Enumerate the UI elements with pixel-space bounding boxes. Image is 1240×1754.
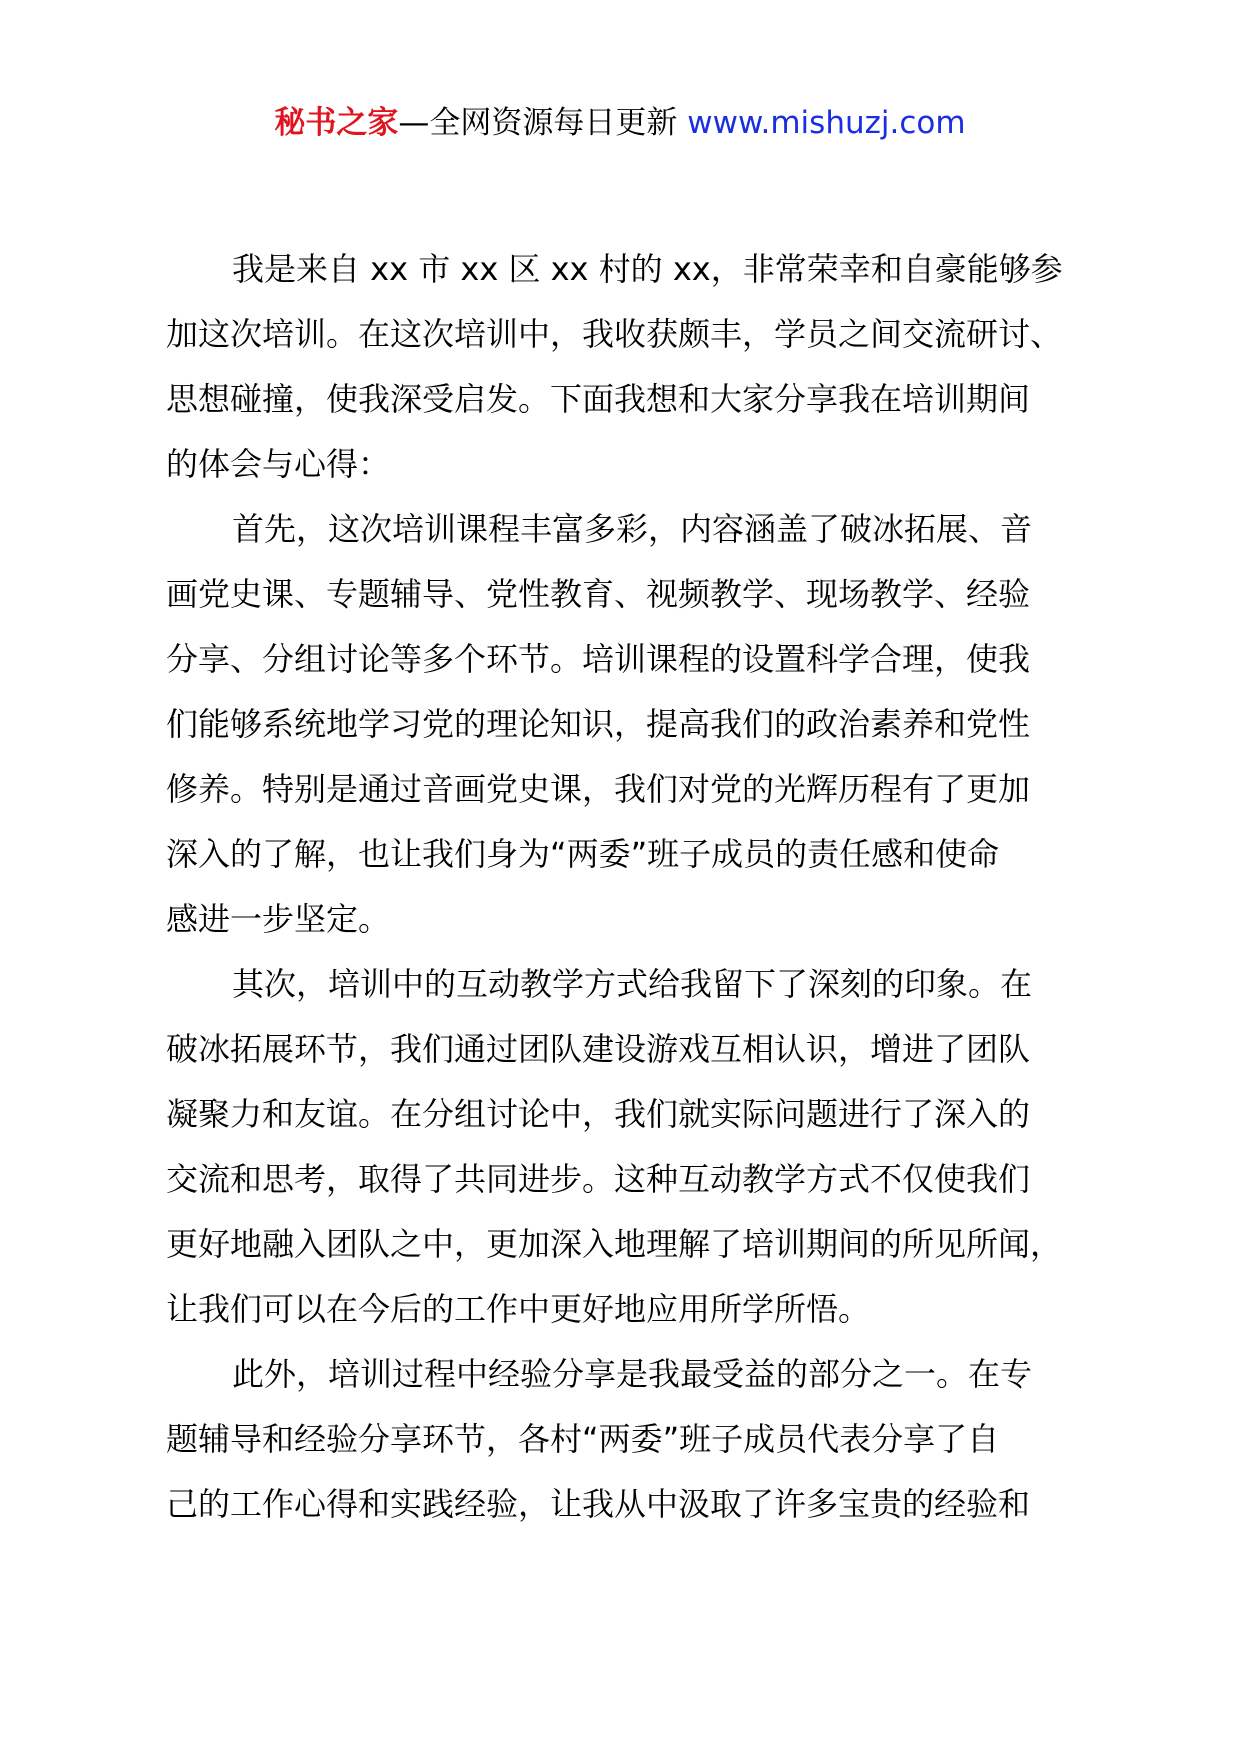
paragraph-3 xyxy=(166,952,1086,1342)
paragraph-line: 更好地融入团队之中，更加深入地理解了培训期间的所见所闻， xyxy=(166,1225,1063,1263)
paragraph-line: 们能够系统地学习党的理论知识，提高我们的政治素养和党性 xyxy=(166,705,1031,743)
paragraph-4 xyxy=(166,1342,1086,1537)
header-tagline: —全网资源每日更新 xyxy=(398,105,688,141)
paragraph-1 xyxy=(166,237,1086,497)
paragraph-line: 思想碰撞，使我深受启发。下面我想和大家分享我在培训期间 xyxy=(166,380,1031,418)
paragraph-line: 凝聚力和友谊。在分组讨论中，我们就实际问题进行了深入的 xyxy=(166,1095,1031,1133)
paragraph-line: 画党史课、专题辅导、党性教育、视频教学、现场教学、经验 xyxy=(166,575,1031,613)
paragraph-line: 其次，培训中的互动教学方式给我留下了深刻的印象。在 xyxy=(232,965,1033,1003)
site-url-link[interactable]: www.mishuzj.com xyxy=(687,105,966,141)
paragraph-line: 题辅导和经验分享环节，各村“两委”班子成员代表分享了自 xyxy=(166,1420,1000,1458)
paragraph-line: 交流和思考，取得了共同进步。这种互动教学方式不仅使我们 xyxy=(166,1160,1031,1198)
paragraph-line: 深入的了解，也让我们身为“两委”班子成员的责任感和使命 xyxy=(166,835,1000,873)
paragraph-line: 破冰拓展环节，我们通过团队建设游戏互相认识，增进了团队 xyxy=(166,1030,1031,1068)
brand-name: 秘书之家 xyxy=(274,105,399,141)
paragraph-2 xyxy=(166,497,1086,952)
document-body xyxy=(166,237,1086,1537)
paragraph-line: 让我们可以在今后的工作中更好地应用所学所悟。 xyxy=(166,1290,871,1328)
paragraph-line: 我是来自 xx 市 xx 区 xx 村的 xx，非常荣幸和自豪能够参 xyxy=(232,250,1063,288)
paragraph-line: 此外，培训过程中经验分享是我最受益的部分之一。在专 xyxy=(232,1355,1033,1393)
page-header xyxy=(0,103,1240,143)
paragraph-line: 分享、分组讨论等多个环节。培训课程的设置科学合理，使我 xyxy=(166,640,1031,678)
paragraph-line: 首先，这次培训课程丰富多彩，内容涵盖了破冰拓展、音 xyxy=(232,510,1033,548)
paragraph-line: 修养。特别是通过音画党史课，我们对党的光辉历程有了更加 xyxy=(166,770,1031,808)
paragraph-line: 感进一步坚定。 xyxy=(166,900,391,938)
paragraph-line: 的体会与心得： xyxy=(166,445,391,483)
paragraph-line: 己的工作心得和实践经验，让我从中汲取了许多宝贵的经验和 xyxy=(166,1485,1031,1523)
paragraph-line: 加这次培训。在这次培训中，我收获颇丰，学员之间交流研讨、 xyxy=(166,315,1063,353)
